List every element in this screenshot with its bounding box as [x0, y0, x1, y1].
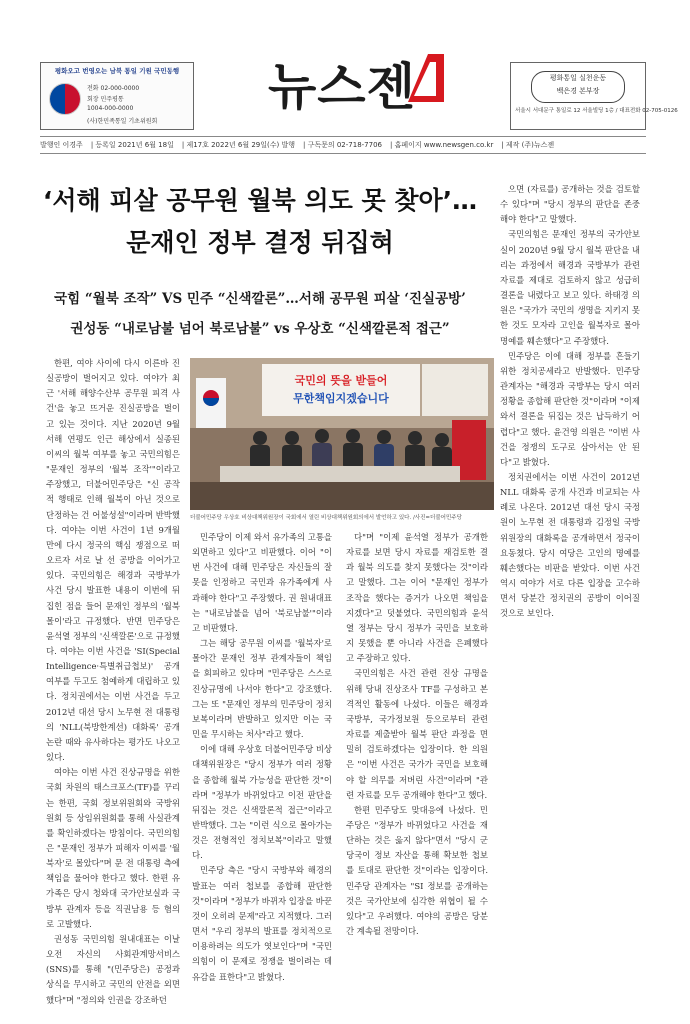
right-advertisement [510, 62, 678, 130]
ad-line: 전화 02-000-0000 [87, 85, 140, 92]
publication-info-bar: 발행인 이경주 | 등록일 2021년 6월 18일 | 제17호 2022년 6월 29일(수) 발행 | 구독문의 02-718-7706 | 홈페이지 www.newsgen.co.kr | 제작 (주)뉴스젠 [40, 136, 646, 154]
paragraph: 국민의힘은 문재인 정부의 국가안보실이 2020년 9월 당시 월북 판단을 내리는 과정에서 해경과 국방부가 관련 자료를 제대로 검토하지 않고 성급히 결론을 내렸다고 보고 있다. 하태경 의원은 "국가가 국민의 생명을 지키지 못한 것도 모자라 고인을 월북자로 몰아 명예를 훼손했다"고 주장했다. [500, 229, 640, 346]
registration-date: 등록일 2021년 6월 18일 [95, 141, 174, 149]
paragraph: 민주당은 이에 대해 정부를 흔들기 위한 정치공세라고 반발했다. 민주당 관계자는 "해경과 국방부는 당시 여러 정황을 종합해 판단한 것"이라며 "이제 와서 결론을 뒤집는 것은 납득하기 어렵다"고 했다. 윤건영 의원은 "이번 사건을 정쟁의 도구로 삼아서는 안 된다"고 밝혔다. [500, 350, 640, 467]
logo-mark-icon [400, 52, 446, 108]
subscription-phone: 구독문의 02-718-7706 [307, 141, 382, 149]
ad-line: 회장 민주평통 [87, 96, 124, 103]
article-photo [190, 358, 494, 510]
paragraph: 민주당 측은 "당시 국방부와 해경의 발표는 여러 첩보를 종합해 판단한 것"이라며 "정부가 바뀌자 입장을 바꾼 것이 오히려 문제"라고 지적했다. 그러면서 "우리 정부의 발표를 정치적으로 이용하려는 의도가 엿보인다"며 "국민의힘이 이 문제로 정쟁을 벌이려는 데 유감을 표한다"고 밝혔다. [192, 865, 332, 982]
paragraph: 으면 (자료를) 공개하는 것을 검토할 수 있다"며 "당시 정부의 판단을 존중해야 한다"고 말했다. [500, 184, 640, 225]
ad-box-line: 백은경 본부장 [556, 87, 600, 95]
article-column-3 [346, 530, 488, 996]
banner-line-2: 무한책임지겠습니다 [293, 392, 389, 405]
ad-address: 서울시 서대문구 통일로 12 서울빌딩 1층 / 대표전화 02-705-0126 [515, 108, 678, 114]
paragraph: 민주당이 이제 와서 유가족의 고통을 외면하고 있다"고 비판했다. 이어 "이번 사건에 대해 민주당은 자신들의 잘못을 인정하고 국민과 유가족에게 사과해야 한다"고 주장했다. 권 원내대표는 "내로남불을 넘어 '북로남불'"이라고 비판했다. [192, 532, 333, 633]
paragraph: 그는 해당 공무원 이씨를 '월북자'로 몰아간 문재인 정부 관계자들이 책임을 회피하고 있다며 "민주당은 스스로 진상규명에 나서야 한다"고 강조했다. 그는 또 "문재인 정부의 민주당이 정치보복이라며 반발하고 있지만 이는 국민을 무시하는 처사"라고 했다. [192, 638, 332, 740]
newspaper-logo[interactable]: 뉴스젠 [268, 58, 416, 116]
paragraph: 이에 대해 우상호 더불어민주당 비상대책위원장은 "당시 정부가 여러 정황을 종합해 월북 가능성을 판단한 것"이라며 "정부가 바뀌었다고 이전 판단을 뒤집는 것은 신색깔론적 접근"이라고 반박했다. 그는 "이런 식으로 몰아가는 것은 전형적인 정치보복"이라고 말했다. [192, 744, 333, 861]
paragraph: 권성동 국민의힘 원내대표는 이날 오전 자신의 사회관계망서비스(SNS)를 통해 "(민주당은) 공정과 상식을 무시하고 국민의 안전을 외면했다"며 "정의와 인권을 강조하던 [46, 933, 180, 1005]
ad-line: 1004-000-0000 [87, 105, 134, 112]
article-column-4 [500, 182, 640, 996]
homepage-link[interactable]: 홈페이지 www.newsgen.co.kr [394, 141, 494, 149]
paragraph: 한편 민주당도 맞대응에 나섰다. 민주당은 "정부가 바뀌었다고 사건을 재단하는 것은 옳지 않다"면서 "당시 군 당국이 정보 자산을 통해 확보한 첩보를 토대로 판단한 것"이라는 입장이다. 민주당 관계자는 "SI 정보를 공개하는 것은 국가안보에 심각한 위협이 될 수 있다"고 우려했다. 여야의 공방은 당분간 계속될 전망이다. [346, 804, 488, 937]
photo-caption: 더불어민주당 우상호 비상대책위원장이 국회에서 열린 비상대책위원회의에서 발언하고 있다. /사진=더불어민주당 [190, 515, 462, 521]
paragraph: 정치권에서는 이번 사건이 2012년 NLL 대화록 공개 사건과 비교되는 사례로 나온다. 2012년 대선 당시 국정원이 노무현 전 대통령과 김정일 국방위원장의 대화록을 공개하면서 정국이 요동쳤다. 당시 여당은 고인의 명예를 훼손했다는 비판을 받았다. 이번 사건 역시 여야가 서로 다른 입장을 고수하면서 당분간 정치권의 공방이 이어질 것으로 보인다. [500, 471, 640, 619]
paragraph: 여야는 이번 사건 진상규명을 위한 국회 차원의 태스크포스(TF)를 꾸리는 한편, 국회 정보위원회와 국방위원회 등 상임위원회를 통해 사실관계를 확인하겠다는 방침이다. 국민의힘은 "문재인 정부가 피해자 이씨를 '월북자'로 몰았다"며 문 전 대통령 측에 책임을 물어야 한다고 했다. 한편 유가족은 당시 청와대 국가안보실과 국방부 관계자 등을 직권남용 등 혐의로 고발했다. [46, 767, 180, 929]
subheadline-1: 국힘 “월북 조작” VS 민주 “신색깔론”…서해 공무원 피살 ‘진실공방’ [54, 291, 466, 307]
ad-box-line: 평화통일 실천운동 [549, 74, 607, 82]
issue-info: 제17호 2022년 6월 29일(수) 발행 [186, 141, 295, 149]
article-column-2 [192, 530, 332, 996]
left-advertisement [40, 62, 194, 130]
headline-line-1: ‘서해 피살 공무원 월북 의도 못 찾아’… [42, 186, 478, 215]
publisher: 발행인 이경주 [40, 141, 83, 149]
article-column-1 [46, 356, 180, 1005]
photo-scene [190, 358, 494, 510]
taegeukgi-flag-icon [49, 83, 81, 115]
paragraph: 국민의힘은 사건 관련 진상 규명을 위해 당내 진상조사 TF를 구성하고 본격적인 활동에 나섰다. 이들은 해경과 국방부, 국가정보원 등으로부터 관련 자료를 제출받아 월북 판단 과정을 면밀히 검토하겠다는 입장이다. 한 의원은 "이번 사건은 국가가 국민을 보호해야 할 의무를 저버린 사건"이라며 "관련 자료를 모두 공개해야 한다"고 했다. [346, 668, 488, 800]
headline-line-2: 문재인 정부 결정 뒤집혀 [126, 228, 394, 257]
producer: 제작 (주)뉴스젠 [505, 141, 555, 149]
subheadline-2: 권성동 “내로남불 넘어 북로남불” vs 우상호 “신색깔론적 접근” [70, 321, 450, 337]
banner-line-1: 국민의 뜻을 받들어 [294, 374, 388, 387]
paragraph: 다"며 "이제 윤석열 정부가 공개한 자료를 보면 당시 자료를 재검토한 결과 월북 의도를 찾지 못했다는 것"이라고 말했다. 그는 이어 "문재인 정부가 조작을 했다는 증거가 나오면 책임을 지겠다"고 덧붙였다. 국민의힘과 윤석열 정부는 당시 정부가 국민을 보호하지 못했을 뿐 아니라 사건을 은폐했다고 주장하고 있다. [346, 532, 488, 664]
ad-title: 평화오고 번영오는 남북 통일 기원 국민동행 [54, 67, 180, 75]
paragraph: 한편, 여야 사이에 다시 이른바 진실공방이 벌어지고 있다. 여야가 최근 '서해 해양수산부 공무원 피격 사건'을 놓고 뜨거운 진실공방을 벌이고 있는 것이다. 지난 2020년 9월 서해 연평도 인근 해상에서 실종된 이씨의 월북 여부를 놓고 국민의힘은 "문재인 정부의 '월북 조작'"이라고 주장했고, 더불어민주당은 "신 공작적 행태로 인해 월북이 아닌 것으로 단정하는 건 어불성설"이라며 반박했다. 여야는 이번 사건이 1년 9개월 만에 다시 정국의 핵심 쟁점으로 떠오르자 서로 날 선 공방을 이어가고 있다. 국민의힘은 해경과 국방부가 사건 당시 발표한 내용이 이번에 뒤집힌 점을 들어 문재인 정부의 '월북 몰이'라고 규정했다. 반면 민주당은 윤석열 정부의 '신색깔론'으로 규정했다. 여야는 이번 사건을 'SI(Special Intelligence·특별취급첩보)' 공개 여부를 두고도 첨예하게 대립하고 있다. 정치권에서는 이번 사건을 두고 2012년 대선 당시 노무현 전 대통령의 'NLL(북방한계선) 대화록' 공개 논란 때와 유사하다는 평가도 나오고 있다. [46, 358, 180, 763]
masthead [0, 0, 690, 152]
ad-line: (사)한민족통일 기초위원회 [87, 118, 158, 125]
ad-box [531, 71, 625, 103]
